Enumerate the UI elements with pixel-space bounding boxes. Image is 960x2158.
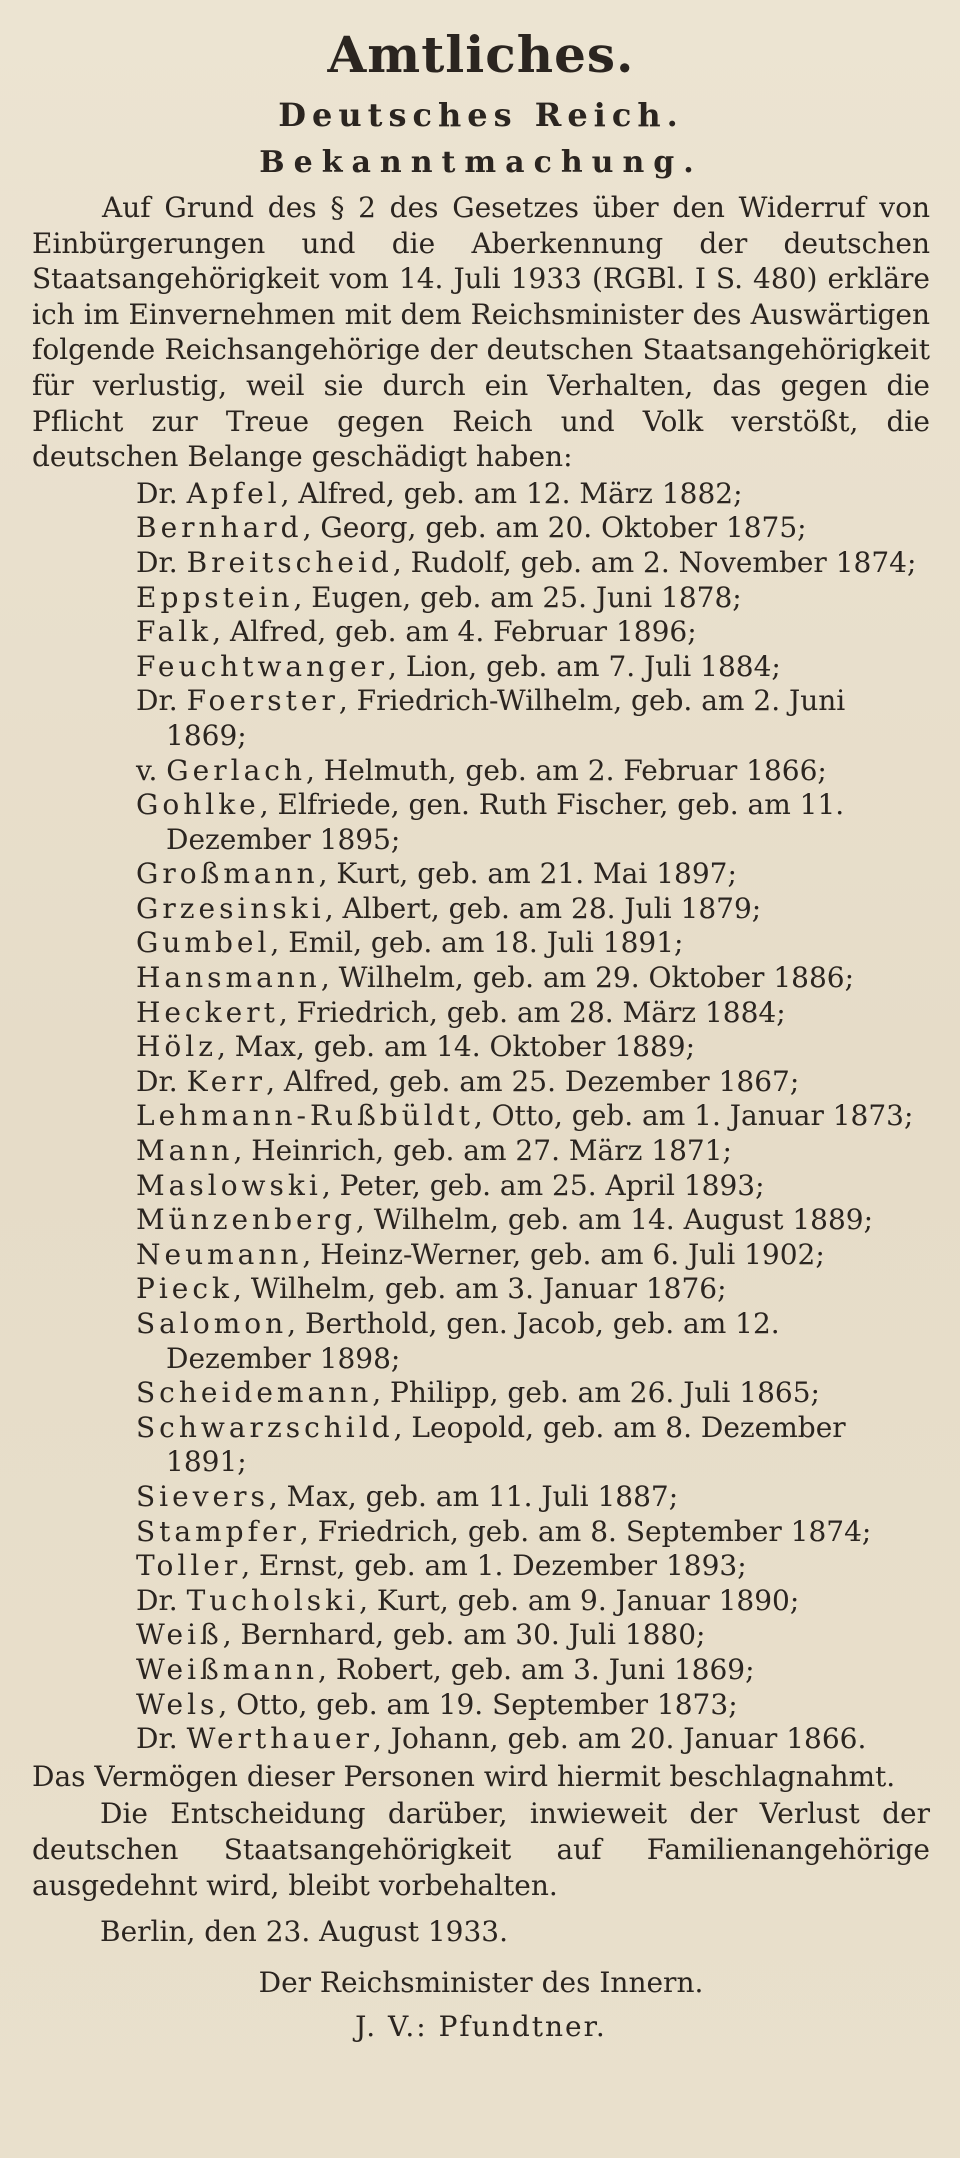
person-surname: Eppstein — [136, 580, 294, 614]
person-details: , Robert, geb. am 3. Juni 1869; — [318, 1652, 755, 1686]
person-prefix: Dr. — [136, 476, 187, 510]
person-details: , Helmuth, geb. am 2. Februar 1866; — [305, 753, 827, 787]
person-entry — [136, 1618, 930, 1653]
person-details: , Ernst, geb. am 1. Dezember 1893; — [241, 1549, 747, 1583]
person-entry — [136, 857, 930, 892]
person-entry — [136, 684, 930, 753]
person-details: , Georg, geb. am 20. Oktober 1875; — [302, 511, 807, 545]
dateline: Berlin, den 23. August 1933. — [100, 1915, 509, 1949]
person-details: , Emil, geb. am 18. Juli 1891; — [270, 926, 684, 960]
person-details: , Otto, geb. am 1. Januar 1873; — [473, 1099, 914, 1133]
person-details: , Heinz-Werner, geb. am 6. Juli 1902; — [302, 1237, 825, 1271]
signature: J. V.: Pfundtner. — [355, 2010, 607, 2044]
person-entry — [136, 1653, 930, 1688]
intro-paragraph: Auf Grund des § 2 des Gesetzes über den Widerruf von Einbürgerungen und die Aberkennung der deutschen Staatsangehörigkeit vom 14. Juli 1933 (RGBl. I S. 480) erkläre ich im Einvernehmen mit dem Reichsminister des Auswärtigen folgende Reichsangehörige der deutschen Staatsangehörigkeit für verlustig, weil sie durch ein Verhalten, das gegen die Pflicht zur Treue gegen Reich und Volk verstößt, die deutschen Belange geschädigt haben: — [32, 191, 930, 474]
person-entry — [136, 1722, 930, 1757]
person-details: , Friedrich-Wilhelm, geb. am 2. Juni 1869; — [166, 684, 846, 752]
person-surname: Grzesinski — [136, 891, 325, 925]
confiscation-paragraph: Das Vermögen dieser Personen wird hiermit beschlagnahmt. — [32, 1759, 896, 1793]
person-surname: Gerlach — [166, 753, 306, 787]
person-entry — [136, 1376, 930, 1411]
announcement-heading: Bekanntmachung. — [259, 145, 703, 180]
person-entry — [136, 1688, 930, 1723]
person-entry — [136, 1307, 930, 1376]
person-entry — [136, 961, 930, 996]
person-details: , Max, geb. am 14. Oktober 1889; — [216, 1030, 696, 1064]
person-surname: Gumbel — [136, 926, 271, 960]
person-details: , Otto, geb. am 19. September 1873; — [218, 1687, 738, 1721]
person-details: , Heinrich, geb. am 27. März 1871; — [233, 1134, 732, 1168]
person-details: , Kurt, geb. am 9. Januar 1890; — [359, 1583, 800, 1617]
person-details: , Alfred, geb. am 4. Februar 1896; — [212, 615, 697, 649]
person-details: , Elfriede, gen. Ruth Fischer, geb. am 11. Dezember 1895; — [166, 788, 845, 856]
person-details: , Lion, geb. am 7. Juli 1884; — [388, 649, 781, 683]
person-surname: Münzenberg — [136, 1203, 356, 1237]
person-entry — [136, 788, 930, 857]
person-surname: Wels — [136, 1687, 219, 1721]
person-entry — [136, 1065, 930, 1100]
person-entry — [136, 926, 930, 961]
person-details: , Max, geb. am 11. Juli 1887; — [268, 1479, 679, 1513]
person-entry — [136, 1169, 930, 1204]
person-prefix: Dr. — [136, 1722, 187, 1756]
person-details: , Friedrich, geb. am 8. September 1874; — [299, 1514, 872, 1548]
person-surname: Toller — [136, 1549, 242, 1583]
person-prefix: Dr. — [136, 684, 187, 718]
decision-paragraph: Die Entscheidung darüber, inwieweit der Verlust der deutschen Staatsangehörigkeit auf Familienangehörige ausgedehnt wird, bleibt vorbehalten. — [32, 1797, 930, 1902]
person-surname: Foerster — [186, 684, 339, 718]
person-entry — [136, 477, 930, 512]
person-prefix: Dr. — [136, 545, 187, 579]
person-entry — [136, 996, 930, 1031]
person-entry — [136, 511, 930, 546]
person-surname: Stampfer — [136, 1514, 300, 1548]
person-surname: Salomon — [136, 1307, 288, 1340]
person-entry — [136, 1480, 930, 1515]
person-list — [32, 477, 930, 1757]
person-entry — [136, 650, 930, 685]
person-surname: Scheidemann — [136, 1376, 373, 1410]
person-surname: Weiß — [136, 1618, 223, 1652]
person-details: , Alfred, geb. am 25. Dezember 1867; — [266, 1064, 800, 1098]
person-entry — [136, 546, 930, 581]
person-entry — [136, 1584, 930, 1619]
person-details: , Philipp, geb. am 26. Juli 1865; — [372, 1376, 820, 1410]
person-surname: Kerr — [186, 1064, 267, 1098]
signatory-title: Der Reichsminister des Innern. — [258, 1966, 704, 2000]
section-title: Amtliches. — [327, 25, 635, 84]
person-entry — [136, 1515, 930, 1550]
person-surname: Hansmann — [136, 961, 321, 995]
person-entry — [136, 1549, 930, 1584]
person-surname: Gohlke — [136, 788, 260, 822]
person-surname: Weißmann — [136, 1652, 319, 1686]
person-surname: Maslowski — [136, 1168, 322, 1202]
person-details: , Peter, geb. am 25. April 1893; — [321, 1168, 765, 1202]
person-details: , Kurt, geb. am 21. Mai 1897; — [318, 857, 737, 891]
person-details: , Albert, geb. am 28. Juli 1879; — [324, 891, 762, 925]
person-surname: Werthauer — [186, 1722, 373, 1756]
person-details: , Friedrich, geb. am 28. März 1884; — [278, 995, 786, 1029]
person-prefix: Dr. — [136, 1583, 187, 1617]
person-details: , Wilhelm, geb. am 29. Oktober 1886; — [320, 961, 855, 995]
person-details: , Eugen, geb. am 25. Juni 1878; — [293, 580, 742, 614]
person-surname: Mann — [136, 1134, 234, 1168]
person-surname: Hölz — [136, 1030, 217, 1064]
person-entry — [136, 892, 930, 927]
person-surname: Lehmann-Rußbüldt — [136, 1099, 474, 1133]
person-entry — [136, 1030, 930, 1065]
person-entry — [136, 1238, 930, 1273]
person-surname: Tucholski — [186, 1583, 360, 1617]
person-surname: Schwarzschild — [136, 1410, 394, 1444]
person-details: , Wilhelm, geb. am 3. Januar 1876; — [233, 1272, 727, 1306]
person-details: , Wilhelm, geb. am 14. August 1889; — [355, 1203, 874, 1237]
person-surname: Sievers — [136, 1479, 269, 1513]
person-details: , Alfred, geb. am 12. März 1882; — [280, 476, 743, 510]
person-details: , Leopold, geb. am 8. Dezember 1891; — [166, 1410, 846, 1479]
person-details: , Berthold, gen. Jacob, geb. am 12. Dezember 1898; — [166, 1307, 780, 1375]
person-surname: Bernhard — [136, 511, 303, 545]
subtitle: Deutsches Reich. — [278, 96, 684, 134]
person-surname: Breitscheid — [186, 545, 393, 579]
person-prefix: v. — [136, 753, 167, 787]
person-surname: Neumann — [136, 1237, 303, 1271]
person-surname: Apfel — [186, 476, 281, 510]
person-details: , Johann, geb. am 20. Januar 1866. — [372, 1722, 867, 1756]
person-entry — [136, 1203, 930, 1238]
person-prefix: Dr. — [136, 1064, 187, 1098]
person-details: , Rudolf, geb. am 2. November 1874; — [392, 545, 917, 579]
person-surname: Feuchtwanger — [136, 649, 389, 683]
person-entry — [136, 1272, 930, 1307]
person-entry — [136, 581, 930, 616]
person-surname: Großmann — [136, 857, 319, 891]
person-surname: Pieck — [136, 1272, 234, 1306]
person-surname: Falk — [136, 615, 213, 649]
person-entry — [136, 1134, 930, 1169]
person-details: , Bernhard, geb. am 30. Juli 1880; — [222, 1618, 706, 1652]
person-entry — [136, 754, 930, 789]
person-surname: Heckert — [136, 995, 279, 1029]
person-entry — [136, 1411, 930, 1480]
person-entry — [136, 615, 930, 650]
person-entry — [136, 1099, 930, 1134]
